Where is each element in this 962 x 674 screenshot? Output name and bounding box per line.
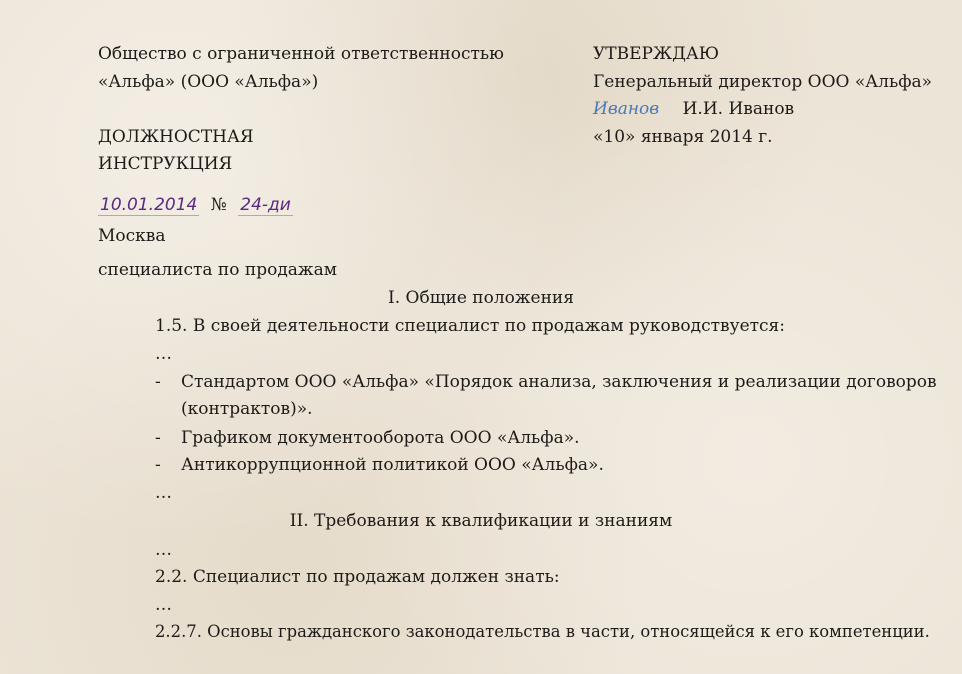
signature: Иванов (593, 99, 660, 119)
ellipsis-3: … (155, 540, 172, 560)
item-2-2-7: 2.2.7. Основы гражданского законодательства в части, относящейся к его компетенции. (155, 622, 930, 641)
approver-title: Генеральный директор ООО «Альфа» (593, 72, 933, 92)
approver-signature-line (593, 99, 794, 119)
position-title: специалиста по продажам (98, 260, 337, 280)
item-2-2: 2.2. Специалист по продажам должен знать: (155, 567, 560, 587)
ellipsis-4: … (155, 595, 172, 615)
doc-number: 24-ди (240, 195, 291, 215)
number-sign: № (210, 195, 227, 215)
org-name-line1: Общество с ограниченной ответственностью (98, 44, 504, 64)
bullet1-line1: Стандартом ООО «Альфа» «Порядок анализа, заключения и реализации договоров (181, 372, 937, 392)
bullet1-dash: - (155, 372, 161, 392)
ellipsis-2: … (155, 483, 172, 503)
doc-date: 10.01.2014 (100, 195, 198, 215)
bullet1-line2: (контрактов)». (181, 399, 313, 419)
org-name-line2: «Альфа» (ООО «Альфа») (98, 72, 319, 92)
section1-title: I. Общие положения (388, 288, 574, 308)
item-1-5: 1.5. В своей деятельности специалист по продажам руководствуется: (155, 316, 786, 336)
section2-title: II. Требования к квалификации и знаниям (289, 511, 673, 531)
ellipsis-1: … (155, 344, 172, 364)
bullet3: Антикоррупционной политикой ООО «Альфа». (181, 455, 604, 475)
approve-date: «10» января 2014 г. (593, 127, 773, 147)
doc-type-line1: ДОЛЖНОСТНАЯ (98, 127, 254, 147)
bullet3-dash: - (155, 455, 161, 475)
bullet2-dash: - (155, 428, 161, 448)
approve-stamp: УТВЕРЖДАЮ (593, 44, 720, 64)
doc-type-line2: ИНСТРУКЦИЯ (98, 154, 233, 174)
city: Москва (98, 226, 166, 246)
approver-name: И.И. Иванов (682, 99, 795, 119)
bullet2: Графиком документооборота ООО «Альфа». (181, 428, 580, 448)
doc-date-number (98, 195, 293, 216)
